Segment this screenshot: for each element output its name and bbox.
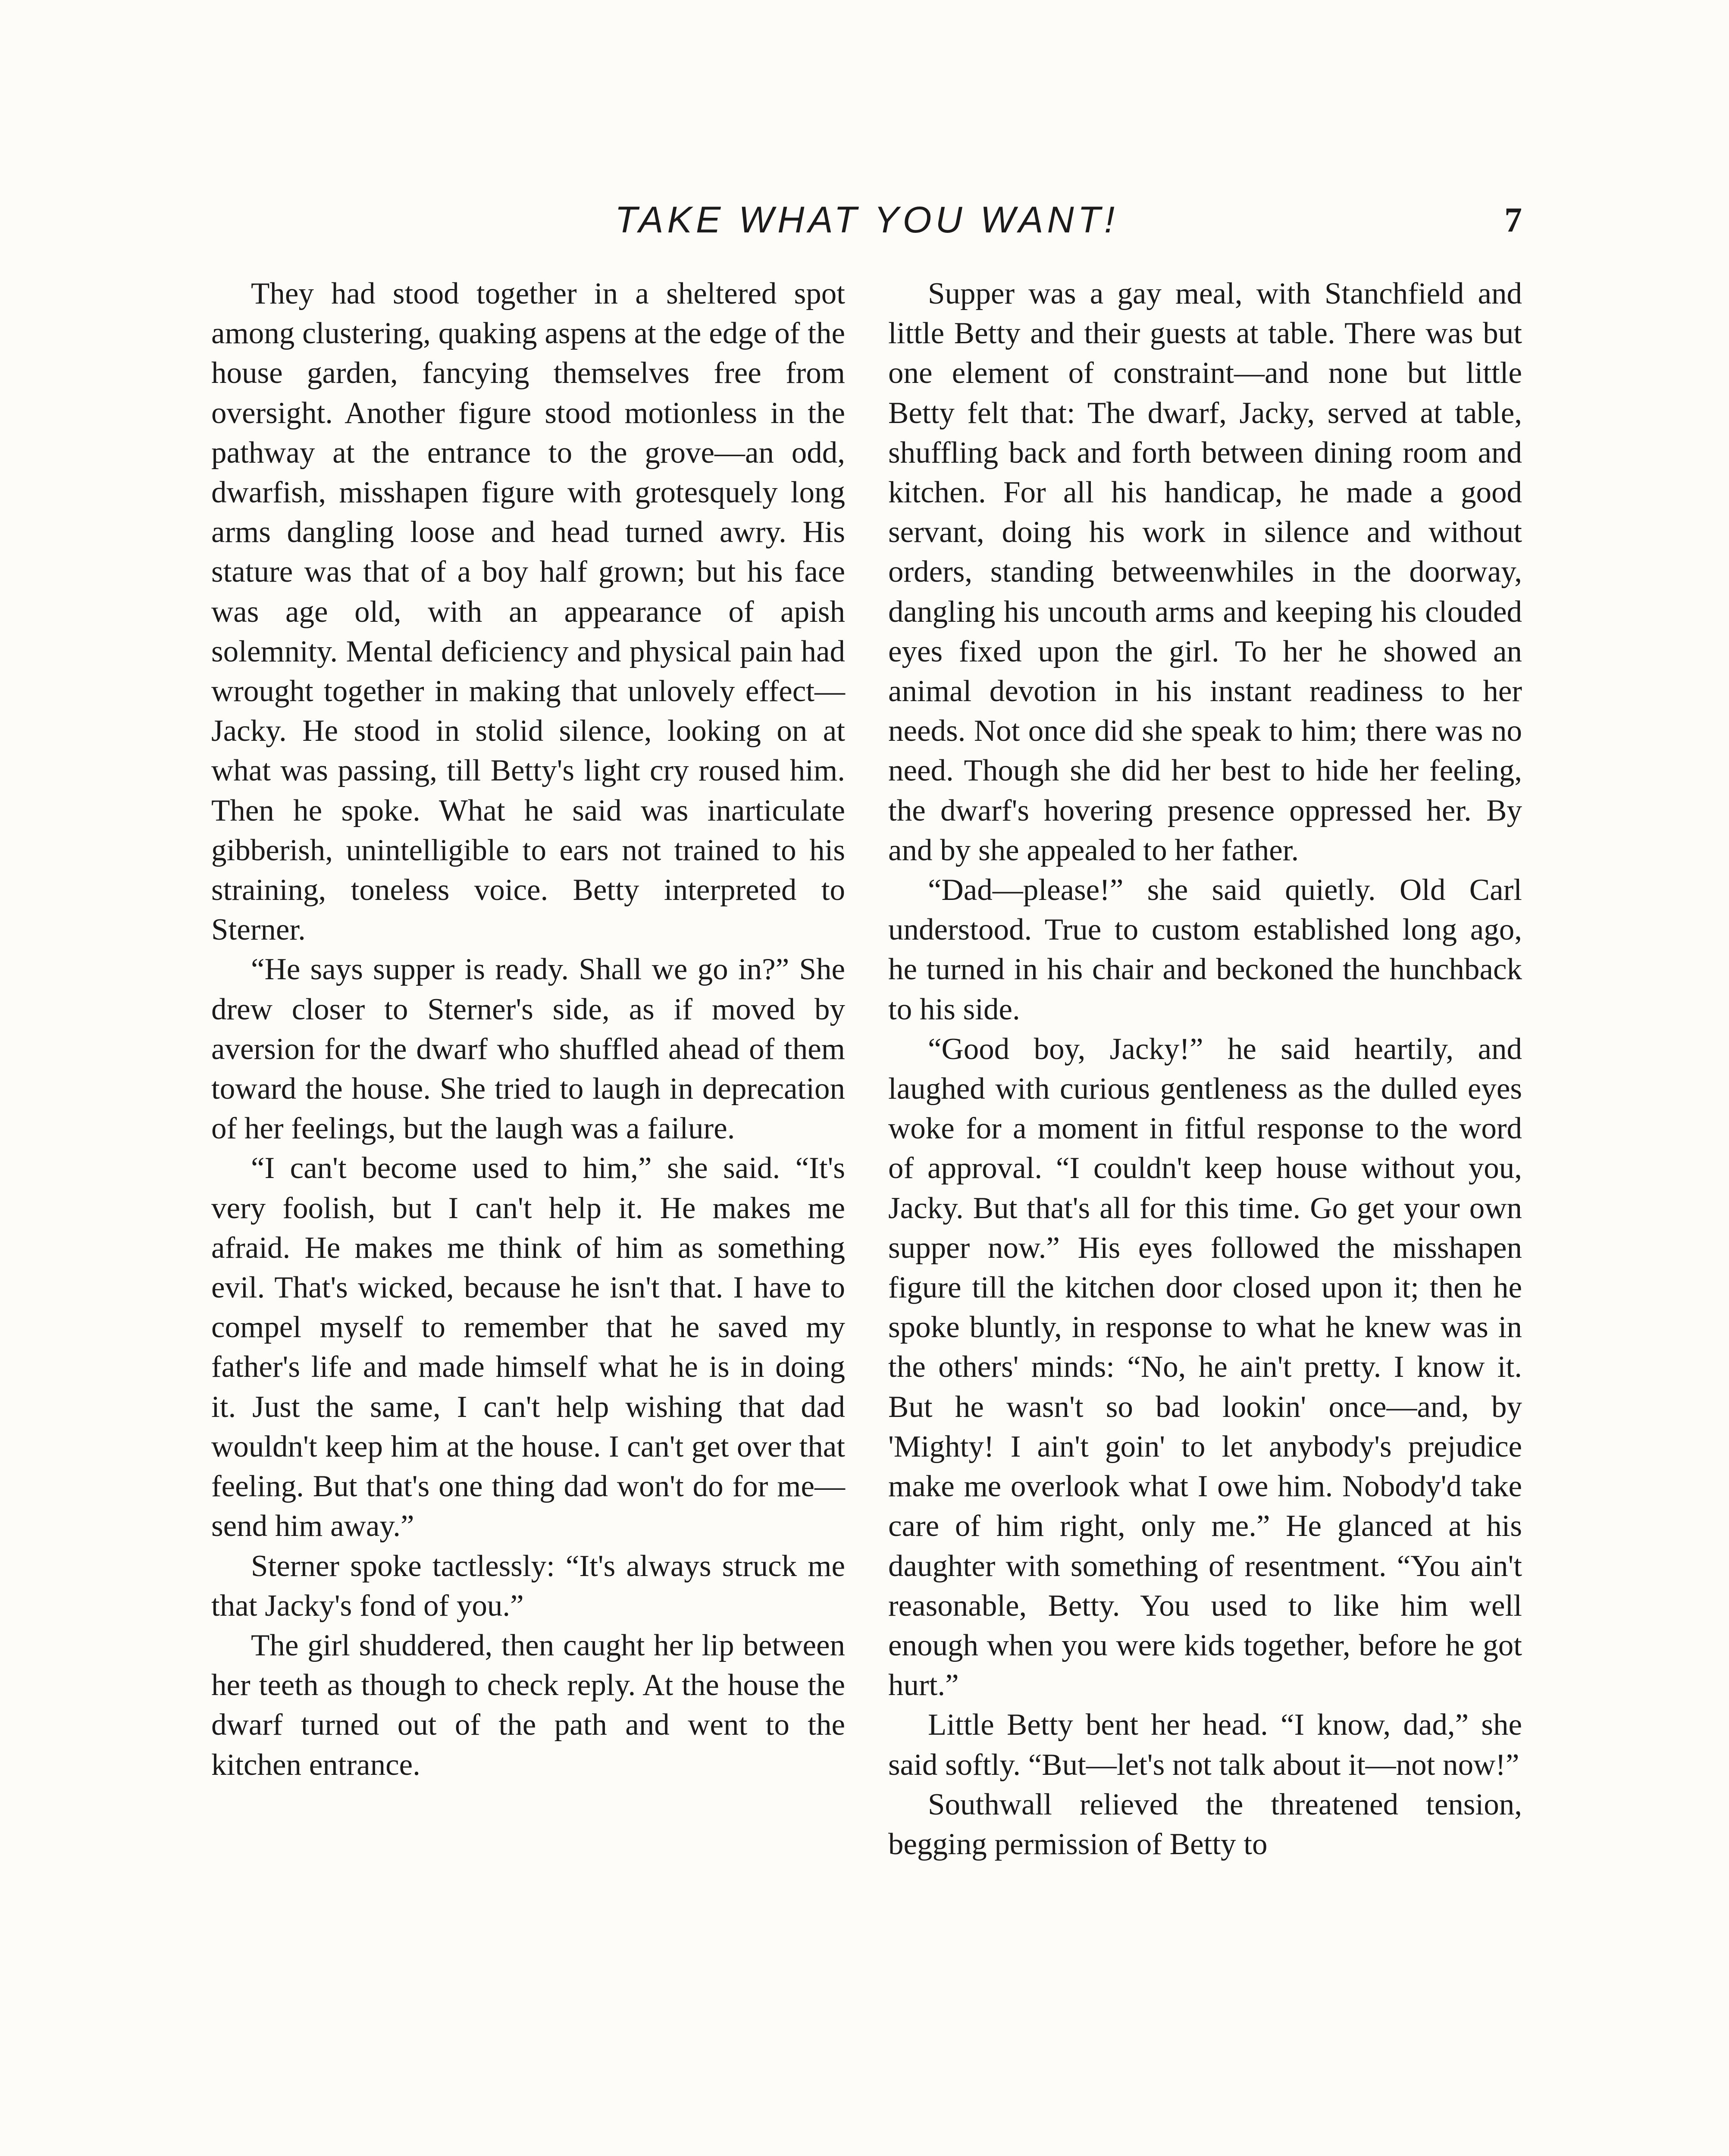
paragraph: “I can't become used to him,” she said. “It's very foolish, but I can't help it. He makes me afraid. He makes me think of him as something evil. That's wicked, because he isn't that. I have to compel myself to remember that he saved my father's life and made himself what he is in doing it. Just the same, I can't help wishing that dad wouldn't keep him at the house. I can't get over that feeling. But that's one thing dad won't do for me—send him away.” — [211, 1151, 845, 1543]
paragraph: The girl shuddered, then caught her lip between her teeth as though to check reply. At the house the dwarf turned out of the path and went to the kitchen entrance. — [211, 1628, 845, 1782]
paragraph: “Good boy, Jacky!” he said heartily, and laughed with curious gentleness as the dulled eyes woke for a moment in fitful response to the word of approval. “I couldn't keep house without you, Jacky. But that's all for this time. Go get your own supper now.” His eyes followed the misshapen figure till the kitchen door closed upon it; then he spoke bluntly, in response to what he knew was in the others' minds: “No, he ain't pretty. I know it. But he wasn't so bad lookin' once—and, by 'Mighty! I ain't goin' to let anybody's prejudice make me overlook what I owe him. Nobody'd take care of him right, only me.” He glanced at his daughter with something of resentment. “You ain't reasonable, Betty. You used to like him well enough when you were kids together, before he got hurt.” — [888, 1032, 1522, 1702]
paragraph: Sterner spoke tactlessly: “It's always struck me that Jacky's fond of you.” — [211, 1549, 845, 1623]
paragraph: They had stood together in a sheltered spot among clustering, quaking aspens at the edge of the house garden, fancying themselves free from oversight. Another figure stood motionless in the pathway at the entrance to the grove—an odd, dwarfish, misshapen figure with grotesquely long arms dangling loose and head turned awry. His stature was that of a boy half grown; but his face was age old, with an appearance of apish solemnity. Mental deficiency and physical pain had wrought together in making that unlovely effect—Jacky. He stood in stolid silence, looking on at what was passing, till Betty's light cry roused him. Then he spoke. What he said was inarticulate gibberish, unintelligible to ears not trained to his straining, toneless voice. Betty interpreted to Sterner. — [211, 277, 845, 947]
paragraph: “He says supper is ready. Shall we go in?” She drew closer to Sterner's side, as if moved by aversion for the dwarf who shuffled ahead of them toward the house. She tried to laugh in deprecation of her feelings, but the laugh was a failure. — [211, 953, 845, 1146]
left-column — [211, 274, 845, 1785]
paragraph: Little Betty bent her head. “I know, dad,” she said softly. “But—let's not talk about it—not now!” — [888, 1708, 1522, 1782]
page-number: 7 — [1504, 200, 1522, 239]
running-head — [211, 196, 1522, 244]
running-title: TAKE WHAT YOU WANT! — [614, 199, 1119, 241]
paragraph: Southwall relieved the threatened tension, begging permission of Betty to — [888, 1787, 1522, 1861]
right-column — [888, 274, 1522, 1864]
paragraph: Supper was a gay meal, with Stanchfield and little Betty and their guests at table. There was but one element of constraint—and none but little Betty felt that: The dwarf, Jacky, served at table, shuffling back and forth between dining room and kitchen. For all his handicap, he made a good servant, doing his work in silence and without orders, standing betweenwhiles in the doorway, dangling his uncouth arms and keeping his clouded eyes fixed upon the girl. To her he showed an animal devotion in his instant readiness to her needs. Not once did she speak to him; there was no need. Though she did her best to hide her feeling, the dwarf's hovering presence oppressed her. By and by she appealed to her father. — [888, 277, 1522, 867]
paragraph: “Dad—please!” she said quietly. Old Carl understood. True to custom established long ago, he turned in his chair and beckoned the hunchback to his side. — [888, 873, 1522, 1026]
